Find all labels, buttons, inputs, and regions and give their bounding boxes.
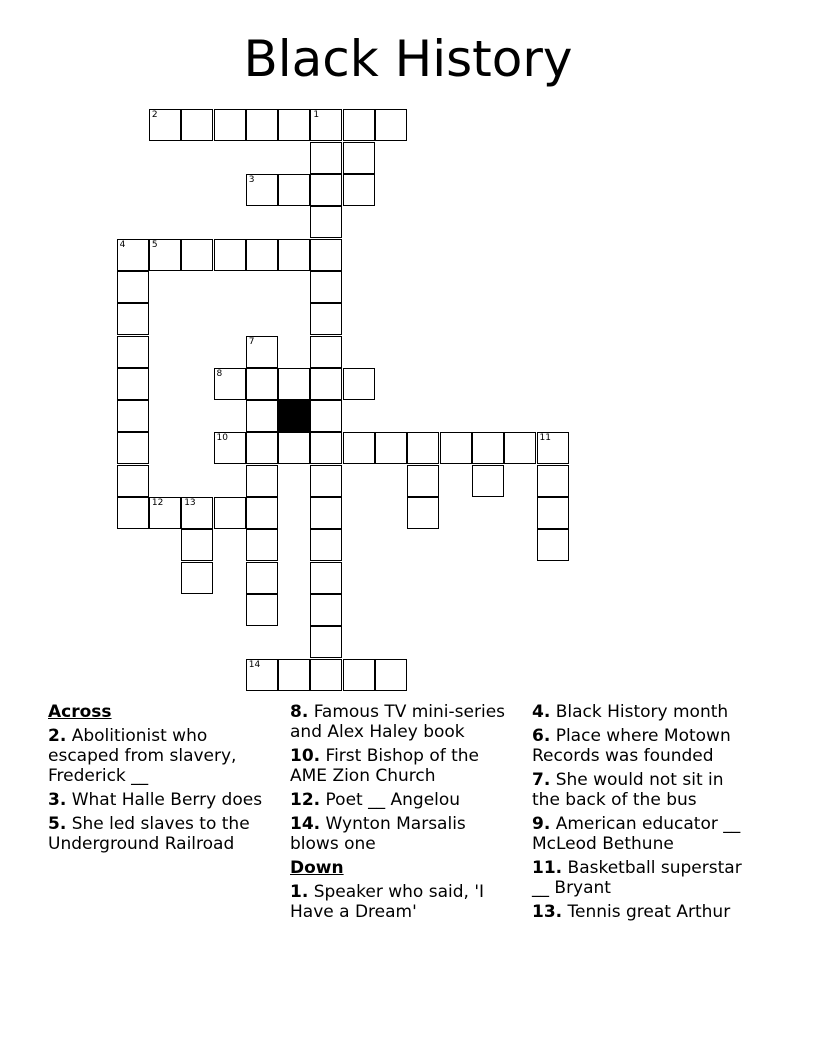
grid-cell[interactable]: [310, 239, 342, 271]
grid-cell[interactable]: [117, 271, 149, 303]
clue-number-label: 2.: [48, 726, 67, 746]
grid-cell[interactable]: [310, 594, 342, 626]
clue: [48, 726, 268, 786]
grid-cell[interactable]: [310, 529, 342, 561]
grid-cell[interactable]: [537, 432, 569, 464]
clue-number: 12: [151, 498, 164, 508]
grid-cell[interactable]: [504, 432, 536, 464]
grid-cell[interactable]: [214, 109, 246, 141]
grid-cell[interactable]: [310, 465, 342, 497]
grid-cell[interactable]: [117, 239, 149, 271]
clue: [532, 902, 754, 922]
across-heading: Across: [48, 702, 112, 722]
grid-cell[interactable]: [278, 239, 310, 271]
grid-cell[interactable]: [117, 336, 149, 368]
grid-cell[interactable]: [246, 659, 278, 691]
grid-cell[interactable]: [343, 142, 375, 174]
grid-cell[interactable]: [246, 594, 278, 626]
clue-number: 5: [151, 239, 158, 250]
grid-cell[interactable]: [375, 659, 407, 691]
clue-text: Tennis great Arthur: [562, 902, 731, 922]
clue-number: 13: [184, 498, 196, 508]
grid-cell[interactable]: [407, 497, 439, 529]
clue-text: Black History month: [550, 702, 729, 722]
grid-cell[interactable]: [310, 659, 342, 691]
grid-cell[interactable]: [246, 239, 278, 271]
grid-cell[interactable]: [149, 109, 181, 141]
grid-cell[interactable]: [310, 206, 342, 238]
clue-text: First Bishop of the AME Zion Church: [290, 746, 480, 786]
grid-cell[interactable]: [278, 659, 310, 691]
clue-text: American educator __ McLeod Bethune: [532, 814, 741, 854]
grid-cell[interactable]: [181, 109, 213, 141]
grid-cell[interactable]: [181, 562, 213, 594]
clue-text: What Halle Berry does: [66, 790, 263, 810]
clue: [48, 790, 268, 810]
clue-number-label: 6.: [532, 726, 551, 746]
grid-cell[interactable]: [246, 400, 278, 432]
clue-text: She would not sit in the back of the bus: [532, 770, 724, 810]
clue: [532, 814, 754, 854]
grid-cell[interactable]: [278, 109, 310, 141]
clue-text: Abolitionist who escaped from slavery, Frederick __: [48, 726, 237, 786]
clue-number: 7: [248, 336, 255, 347]
clue: [532, 726, 754, 766]
grid-cell[interactable]: [343, 432, 375, 464]
grid-cell[interactable]: [310, 142, 342, 174]
clue: [48, 814, 268, 854]
grid-cell[interactable]: [310, 271, 342, 303]
grid-cell[interactable]: [407, 432, 439, 464]
clue: [290, 814, 505, 854]
clues-column-3: [532, 702, 754, 926]
clue-number: 3: [248, 175, 255, 185]
grid-cell[interactable]: [310, 109, 342, 141]
grid-cell[interactable]: [246, 336, 278, 368]
grid-cell[interactable]: [310, 368, 342, 400]
grid-cell[interactable]: [310, 174, 342, 206]
grid-cell[interactable]: [310, 626, 342, 658]
grid-cell[interactable]: [537, 497, 569, 529]
grid-cell[interactable]: [246, 174, 278, 206]
clue-number: 1: [313, 110, 320, 121]
clue: [290, 702, 505, 742]
grid-cell[interactable]: [149, 497, 181, 529]
clue: [532, 702, 754, 722]
clue-number-label: 7.: [532, 770, 551, 790]
clue-text: Poet __ Angelou: [320, 790, 461, 810]
grid-cell[interactable]: [310, 400, 342, 432]
grid-cell[interactable]: [117, 465, 149, 497]
clue-number-label: 10.: [290, 746, 321, 766]
clue: [532, 770, 754, 810]
grid-cell[interactable]: [343, 109, 375, 141]
grid-cell[interactable]: [375, 432, 407, 464]
clue: [290, 790, 505, 810]
grid-cell[interactable]: [214, 432, 246, 464]
grid-cell[interactable]: [117, 368, 149, 400]
grid-cell[interactable]: [181, 529, 213, 561]
clue-number-label: 1.: [290, 882, 309, 902]
clue-number-label: 12.: [290, 790, 321, 810]
clue-number: 8: [216, 368, 223, 379]
grid-cell[interactable]: [310, 562, 342, 594]
grid-cell[interactable]: [246, 432, 278, 464]
grid-cell[interactable]: [537, 529, 569, 561]
clue-text: Famous TV mini-series and Alex Haley book: [290, 702, 506, 742]
grid-cell[interactable]: [214, 239, 246, 271]
clue: [532, 858, 754, 898]
clue-number: 14: [248, 659, 261, 670]
clue-number-label: 13.: [532, 902, 563, 922]
grid-cell[interactable]: [117, 497, 149, 529]
grid-cell[interactable]: [407, 465, 439, 497]
clue-number-label: 4.: [532, 702, 551, 722]
clue-number-label: 9.: [532, 814, 551, 834]
grid-cell[interactable]: [214, 497, 246, 529]
clue-number-label: 3.: [48, 790, 67, 810]
grid-cell[interactable]: [246, 465, 278, 497]
grid-cell[interactable]: [246, 497, 278, 529]
grid-cell[interactable]: [343, 368, 375, 400]
grid-cell[interactable]: [181, 239, 213, 271]
grid-cell[interactable]: [246, 109, 278, 141]
clue-text: She led slaves to the Underground Railroad: [48, 814, 250, 854]
grid-cell[interactable]: [310, 303, 342, 335]
clues-column-1: [48, 702, 268, 858]
clue-number: 10: [216, 433, 228, 444]
grid-cell[interactable]: [537, 465, 569, 497]
clue-text: Place where Motown Records was founded: [532, 726, 731, 766]
grid-cell[interactable]: [310, 497, 342, 529]
clues-column-2: [290, 702, 505, 926]
grid-cell[interactable]: [117, 432, 149, 464]
clue-number-label: 5.: [48, 814, 67, 834]
grid-cell[interactable]: [246, 562, 278, 594]
clue: [290, 746, 505, 786]
grid-cell[interactable]: [181, 497, 213, 529]
grid-cell[interactable]: [278, 368, 310, 400]
grid-cell[interactable]: [343, 659, 375, 691]
grid-block: [278, 400, 310, 432]
page-title: Black History: [243, 30, 573, 88]
grid-cell[interactable]: [343, 174, 375, 206]
grid-cell[interactable]: [278, 432, 310, 464]
grid-cell[interactable]: [310, 432, 342, 464]
grid-cell[interactable]: [472, 432, 504, 464]
grid-cell[interactable]: [117, 303, 149, 335]
clue-number: 4: [119, 239, 126, 250]
grid-cell[interactable]: [278, 174, 310, 206]
clue-text: Wynton Marsalis blows one: [290, 814, 466, 854]
clue-number-label: 11.: [532, 858, 563, 878]
clue: [290, 882, 505, 922]
clue-number: 11: [539, 433, 551, 444]
grid-cell[interactable]: [472, 465, 504, 497]
clue-number: 2: [151, 110, 158, 121]
grid-cell[interactable]: [246, 368, 278, 400]
clue-number-label: 8.: [290, 702, 309, 722]
grid-cell[interactable]: [214, 368, 246, 400]
grid-cell[interactable]: [246, 529, 278, 561]
grid-cell[interactable]: [310, 336, 342, 368]
clue-number-label: 14.: [290, 814, 321, 834]
clue-text: Basketball superstar __ Bryant: [532, 858, 742, 898]
grid-cell[interactable]: [117, 400, 149, 432]
clue-text: Speaker who said, 'I Have a Dream': [290, 882, 485, 922]
grid-cell[interactable]: [375, 109, 407, 141]
grid-cell[interactable]: [149, 239, 181, 271]
down-heading: Down: [290, 858, 344, 878]
grid-cell[interactable]: [440, 432, 472, 464]
